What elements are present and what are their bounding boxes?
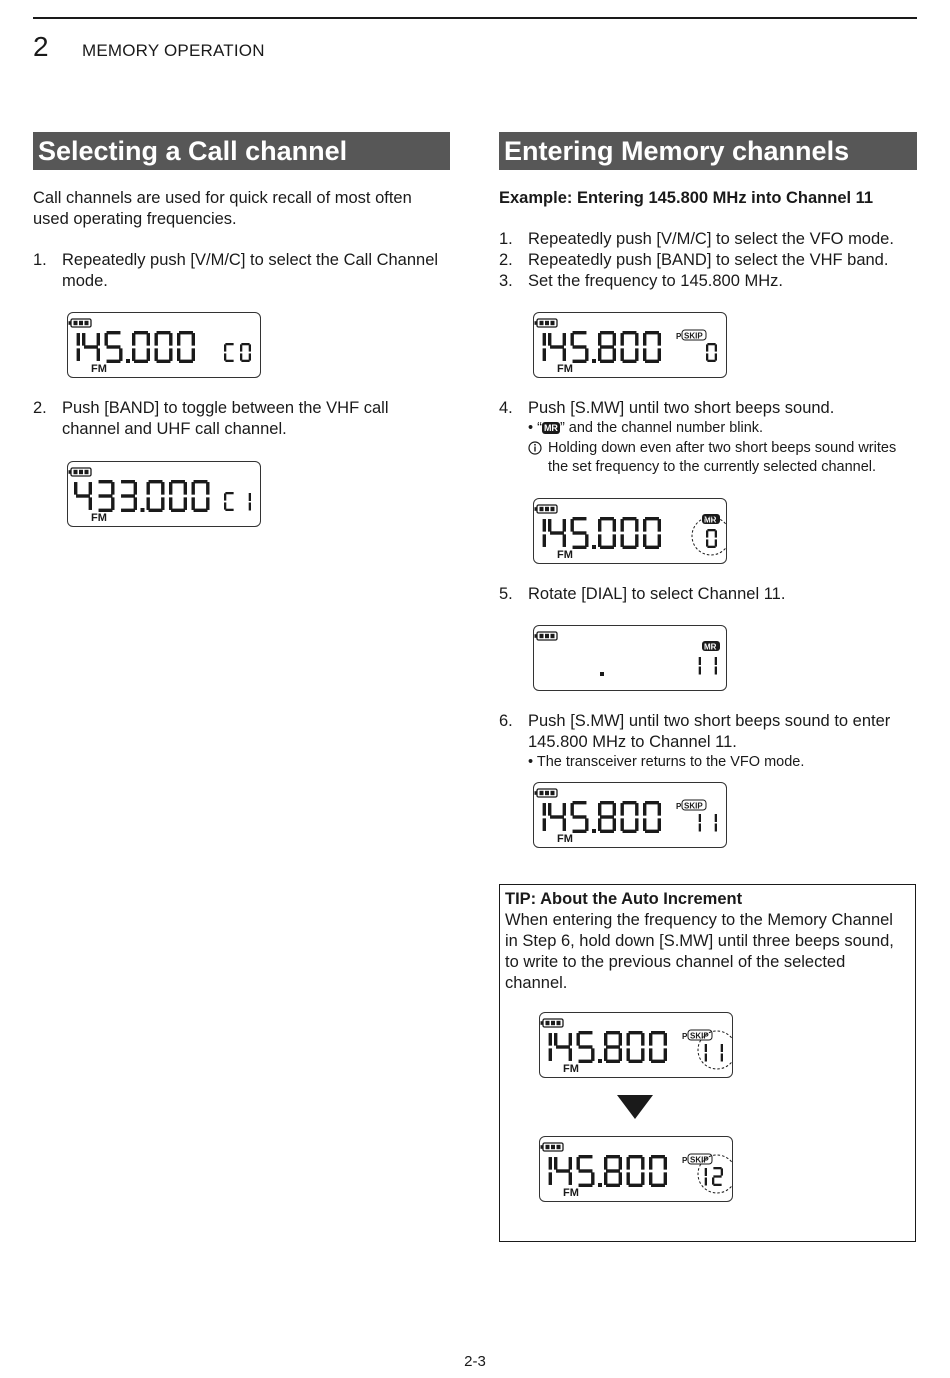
lcd-digit: [105, 331, 123, 363]
svg-text:SKIP: SKIP: [684, 801, 703, 811]
step-text: Repeatedly push [V/M/C] to select the Call Channel mode.: [62, 251, 439, 290]
mode-label: FM: [557, 548, 573, 561]
chapter-title: MEMORY OPERATION: [82, 41, 265, 60]
mode-label: FM: [557, 833, 573, 845]
lcd-digit: [147, 480, 165, 512]
section-heading-call-channel: Selecting a Call channel: [33, 132, 450, 170]
battery-icon: [541, 1143, 564, 1151]
lcd-digit: [621, 517, 639, 549]
step-item: 1. Repeatedly push [V/M/C] to select the VFO mode.: [499, 230, 894, 248]
blink-indicator-circle: [698, 1031, 732, 1069]
svg-text:MR: MR: [704, 515, 717, 524]
lcd-digit: [627, 1031, 645, 1063]
lcd-digit: [543, 803, 546, 831]
lcd-digit: [169, 480, 187, 512]
lcd-digit: [715, 814, 717, 822]
mr-icon: [702, 514, 720, 525]
mode-label: FM: [557, 363, 573, 375]
example-heading: Example: Entering 145.800 MHz into Channel 11: [499, 189, 874, 207]
battery-icon: [535, 505, 558, 513]
intro-paragraph: Call channels are used for quick recall of most often used operating frequencies.: [33, 189, 412, 228]
step-text: Repeatedly push [BAND] to select the VHF band.: [528, 251, 889, 269]
lcd-display: [533, 312, 727, 378]
tip-text: When entering the frequency to the Memory Channel in Step 6, hold down [S.MW] until three beeps sound, to write to the previous channel of the selected channel.: [505, 911, 894, 992]
lcd-digit: [705, 1168, 707, 1176]
lcd-digit: [99, 480, 115, 512]
lcd-readout: [534, 783, 726, 847]
step-bullet: • “ MR ” and the channel number blink.: [528, 420, 764, 436]
decimal-point: [592, 545, 596, 549]
lcd-digit: [249, 493, 251, 501]
call-channel-section: [33, 132, 450, 527]
lcd-digit: [543, 519, 546, 547]
lcd-digit: [699, 814, 701, 822]
lcd-digit: [74, 482, 92, 510]
lcd-digit: [571, 517, 589, 549]
down-arrow-icon: [617, 1095, 653, 1119]
battery-icon: [535, 319, 558, 327]
lcd-digit: [643, 517, 661, 549]
decimal-point: [141, 508, 145, 512]
lcd-display: [67, 461, 261, 527]
step-text: Push [S.MW] until two short beeps sound.: [528, 399, 835, 417]
lcd-digit: [571, 801, 589, 833]
battery-icon: [535, 789, 558, 797]
lcd-digit: [548, 333, 566, 361]
skip-icon: [682, 330, 706, 341]
battery-icon: [541, 1019, 564, 1027]
header-rule: [33, 17, 917, 19]
lcd-readout: [534, 313, 726, 377]
lcd-digit: [132, 331, 150, 363]
svg-text:SKIP: SKIP: [690, 1031, 709, 1041]
lcd-readout: [540, 1013, 732, 1077]
lcd-digit: [598, 331, 616, 363]
lcd-digit: [598, 801, 616, 833]
lcd-digit: [621, 801, 639, 833]
decimal-point: [592, 829, 596, 833]
lcd-digit: [699, 657, 701, 665]
lcd-digit: [715, 657, 717, 665]
tip-title: TIP: About the Auto Increment: [505, 890, 743, 908]
lcd-digit: [577, 1155, 595, 1187]
decimal-point: [600, 672, 604, 676]
skip-icon: [688, 1154, 712, 1165]
lcd-digit: [571, 331, 589, 363]
lcd-digit: [549, 1033, 552, 1061]
lcd-digit: [604, 1031, 622, 1063]
lcd-digit: [643, 331, 661, 363]
step-text: Push [S.MW] until two short beeps sound to enter 145.800 MHz to Channel 11.: [528, 711, 891, 751]
lcd-digit: [554, 1033, 572, 1061]
svg-text:SKIP: SKIP: [690, 1155, 709, 1165]
lcd-digit: [604, 1155, 622, 1187]
lcd-digit: [706, 529, 717, 548]
lcd-readout: [534, 626, 726, 690]
lcd-digit: [77, 333, 80, 361]
lcd-readout: [68, 462, 260, 526]
lcd-digit: [627, 1155, 645, 1187]
mode-label: FM: [91, 512, 107, 524]
step-item: 4. Push [S.MW] until two short beeps sound.: [499, 399, 835, 417]
mode-label: FM: [563, 1063, 579, 1075]
mode-label: FM: [91, 363, 107, 375]
step-item: 3. Set the frequency to 145.800 MHz.: [499, 272, 783, 290]
step-item: 5. Rotate [DIAL] to select Channel 11.: [499, 584, 786, 603]
lcd-digit: [577, 1031, 595, 1063]
decimal-point: [598, 1059, 602, 1063]
step-item: 2. Repeatedly push [BAND] to select the VHF band.: [499, 251, 889, 269]
lcd-digit: [177, 331, 195, 363]
battery-icon: [535, 632, 558, 640]
svg-text:MR: MR: [704, 642, 717, 651]
lcd-digit: [155, 331, 173, 363]
lcd-digit: [121, 480, 137, 512]
svg-text:SKIP: SKIP: [684, 331, 703, 341]
lcd-digit: [240, 343, 251, 362]
lcd-digit: [224, 343, 234, 362]
lcd-digit: [649, 1155, 667, 1187]
decimal-point: [126, 359, 130, 363]
lcd-digit: [82, 333, 100, 361]
lcd-digit: [706, 343, 717, 362]
priority-label: P: [676, 332, 682, 341]
tip-box: [499, 884, 916, 1242]
lcd-readout: [540, 1137, 732, 1201]
step-text: Rotate [DIAL] to select Channel 11.: [528, 584, 786, 603]
battery-icon: [69, 319, 92, 327]
chapter-number: 2: [33, 31, 49, 62]
lcd-digit: [721, 1044, 723, 1052]
lcd-digit: [649, 1031, 667, 1063]
decimal-point: [598, 1183, 602, 1187]
lcd-display: [533, 625, 727, 691]
step-item: 6. Push [S.MW] until two short beeps sound to enter 145.800 MHz to Channel 11.: [499, 711, 891, 751]
decimal-point: [592, 359, 596, 363]
lcd-digit: [621, 331, 639, 363]
lcd-display: [533, 782, 727, 848]
step-info-note: Holding down even after two short beeps sound writes the set frequency to the currently selected channel.: [499, 439, 917, 478]
memory-channel-section: [499, 132, 917, 848]
lcd-display: [539, 1012, 733, 1078]
info-icon: [528, 441, 542, 455]
step-item: 1. Repeatedly push [V/M/C] to select the Call Channel mode.: [33, 251, 439, 290]
lcd-digit: [705, 1044, 707, 1052]
lcd-digit: [643, 801, 661, 833]
priority-label: P: [676, 802, 682, 811]
lcd-digit: [548, 519, 566, 547]
lcd-digit: [549, 1157, 552, 1185]
section-heading-memory-channels: Entering Memory channels: [499, 132, 917, 170]
mr-icon: MR: [543, 423, 558, 433]
priority-label: P: [682, 1156, 688, 1165]
lcd-display: [67, 312, 261, 378]
lcd-digit: [192, 480, 210, 512]
lcd-digit: [554, 1157, 572, 1185]
mr-icon: [702, 641, 720, 652]
step-bullet: • The transceiver returns to the VFO mode.: [528, 753, 805, 770]
blink-indicator-circle: [698, 1155, 732, 1193]
battery-icon: [69, 468, 92, 476]
lcd-digit: [598, 517, 616, 549]
lcd-display: [533, 498, 727, 564]
skip-icon: [688, 1030, 712, 1041]
mode-label: FM: [563, 1187, 579, 1199]
lcd-readout: [534, 499, 726, 563]
lcd-digit: [548, 803, 566, 831]
skip-icon: [682, 800, 706, 811]
lcd-digit: [543, 333, 546, 361]
priority-label: P: [682, 1032, 688, 1041]
step-text: Set the frequency to 145.800 MHz.: [528, 272, 783, 290]
lcd-readout: [68, 313, 260, 377]
step-text: Repeatedly push [V/M/C] to select the VFO mode.: [528, 230, 894, 248]
lcd-digit: [712, 1167, 723, 1186]
step-text: Push [BAND] to toggle between the VHF call channel and UHF call channel.: [62, 399, 389, 438]
lcd-digit: [224, 492, 234, 511]
page-number: 2-3: [464, 1353, 486, 1370]
lcd-display: [539, 1136, 733, 1202]
step-item: 2. Push [BAND] to toggle between the VHF call channel and UHF call channel.: [33, 399, 389, 438]
